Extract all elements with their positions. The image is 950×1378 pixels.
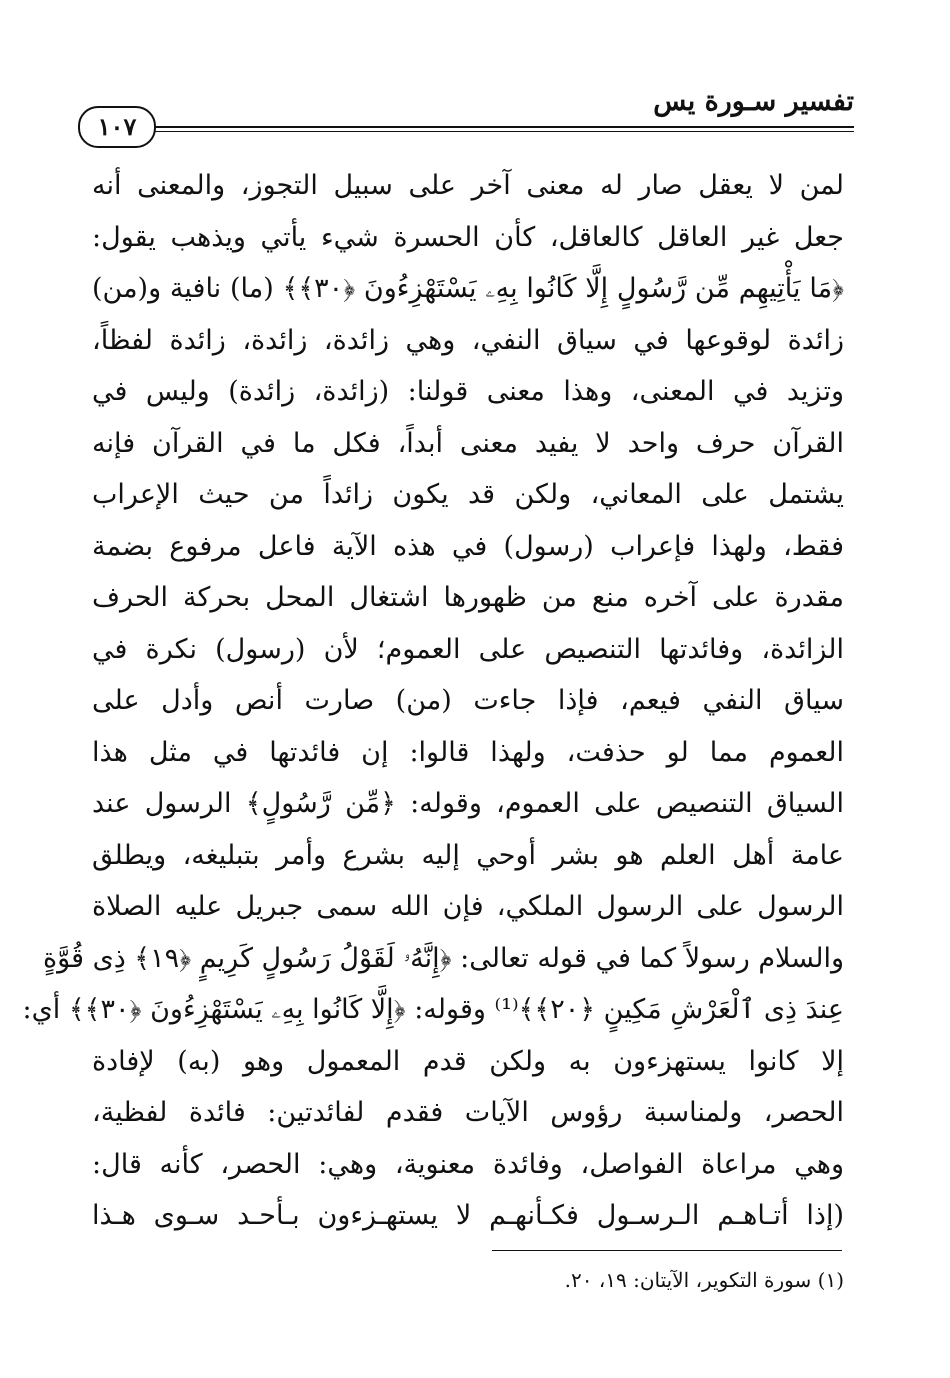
page-header xyxy=(78,86,854,146)
footnote: (١) سورة التكوير، الآيتان: ١٩، ٢٠. xyxy=(564,1268,844,1292)
text-line: وتزيد في المعنى، وهذا معنى قولنا: (زائدة، زائدة) وليس في xyxy=(92,376,844,407)
text-line: جعل غير العاقل كالعاقل، كأن الحسرة شيء يأتي ويذهب يقول: xyxy=(92,221,844,253)
text-line: عامة أهل العلم هو بشر أوحي إليه بشرع وأمر بتبليغه، ويطلق xyxy=(92,839,844,871)
header-rule-thin xyxy=(138,131,854,132)
text-line: (إذا أتـاهـم الـرسـول فكـأنهـم لا يستهـزءون بـأحـد سـوى هـذا xyxy=(92,1200,844,1231)
text-line: لمن لا يعقل صار له معنى آخر على سبيل التجوز، والمعنى أنه xyxy=(92,170,844,201)
text-line: يشتمل على المعاني، ولكن قد يكون زائداً من حيث الإعراب xyxy=(92,479,844,510)
header-rule xyxy=(138,126,854,128)
text-line: زائدة لوقوعها في سياق النفي، وهي زائدة، زائدة، زائدة لفظاً، xyxy=(92,324,844,356)
text-line: إلا كانوا يستهزءون به ولكن قدم المعمول وهو (به) لإفادة xyxy=(92,1045,844,1077)
footnote-separator xyxy=(492,1250,842,1251)
text-line: السياق التنصيص على العموم، وقوله: ﴿مِّن رَّسُولٍ﴾ الرسول عند xyxy=(92,788,844,819)
text-line: والسلام رسولاً كما في قوله تعالى: ﴿إِنَّهُۥ لَقَوْلُ رَسُولٍ كَرِيمٍ ﴿١٩﴾ ذِى قُوَّةٍ xyxy=(42,942,844,974)
body-text xyxy=(22,160,844,1242)
text-line: الزائدة، وفائدتها التنصيص على العموم؛ لأن (رسول) نكرة في xyxy=(92,633,844,665)
text-line: الحصر، ولمناسبة رؤوس الآيات فقدم لفائدتين: فائدة لفظية، xyxy=(92,1097,844,1128)
text-line: مقدرة على آخره منع من ظهورها اشتغال المحل بحركة الحرف xyxy=(92,582,844,613)
text-line: فقط، ولهذا فإعراب (رسول) في هذه الآية فاعل مرفوع بضمة xyxy=(92,530,844,562)
text-line: عِندَ ذِى ٱلْعَرْشِ مَكِينٍ ﴿٢٠﴾﴾⁽¹⁾ وقوله: ﴿إِلَّا كَانُوا بِهِۦ يَسْتَهْزِءُونَ ﴿٣٠﴾﴾ أي: xyxy=(22,994,844,1025)
surah-title: تفسير سـورة يس xyxy=(653,86,854,117)
text-line: العموم مما لو حذفت، ولهذا قالوا: إن فائدتها في مثل هذا xyxy=(92,736,844,768)
text-line: القرآن حرف واحد لا يفيد معنى أبداً، فكل ما في القرآن فإنه xyxy=(92,427,844,459)
text-line: ﴿مَا يَأْتِيهِم مِّن رَّسُولٍ إِلَّا كَانُوا بِهِۦ يَسْتَهْزِءُونَ ﴿٣٠﴾﴾ (ما) نافية و(من) xyxy=(92,273,844,304)
text-line: وهي مراعاة الفواصل، وفائدة معنوية، وهي: الحصر، كأنه قال: xyxy=(92,1148,844,1180)
text-line: الرسول على الرسول الملكي، فإن الله سمى جبريل عليه الصلاة xyxy=(92,891,844,922)
page-number: ١٠٧ xyxy=(78,106,156,148)
text-line: سياق النفي فيعم، فإذا جاءت (من) صارت أنص وأدل على xyxy=(92,685,844,716)
